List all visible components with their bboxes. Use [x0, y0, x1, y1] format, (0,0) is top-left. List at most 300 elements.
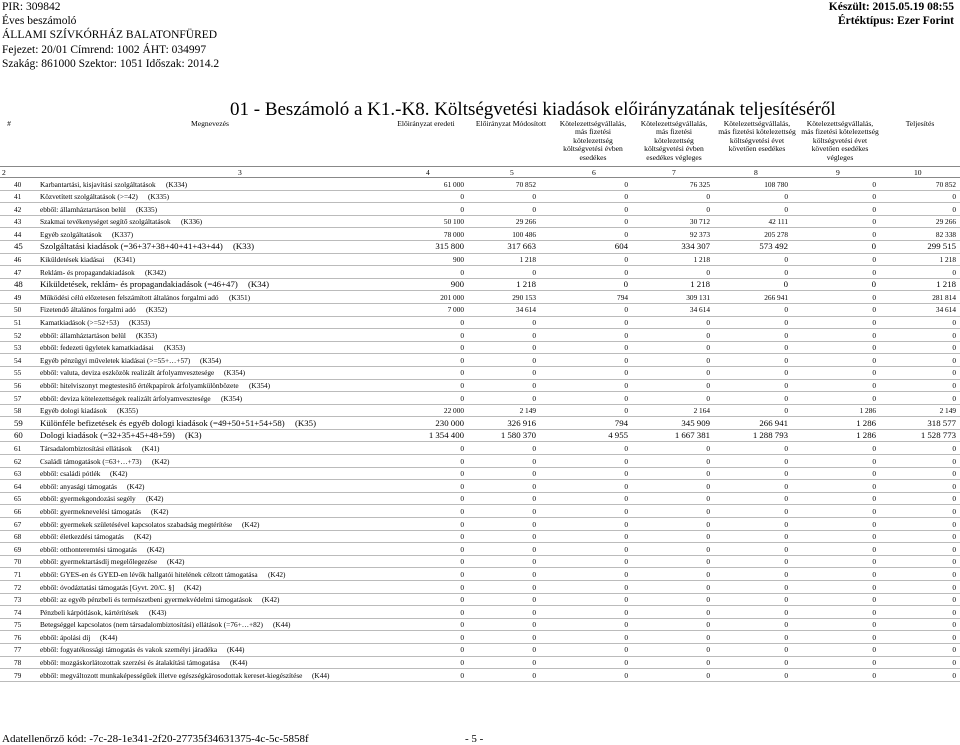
table-row [0, 216, 960, 229]
cell-value: 0 [706, 481, 710, 491]
cell-value: 0 [784, 595, 788, 605]
cell-value: 0 [784, 557, 788, 567]
cell-value: 0 [952, 557, 956, 567]
cell-value: 2 149 [939, 406, 956, 416]
cell-value: 0 [952, 607, 956, 617]
cell-value: 0 [706, 343, 710, 353]
cell-value: 0 [784, 569, 788, 579]
cell-value: 0 [532, 469, 536, 479]
cell-value: 0 [460, 645, 464, 655]
cell-value: 0 [706, 582, 710, 592]
cell-value: 0 [952, 569, 956, 579]
row-number: 43 [14, 217, 22, 227]
cell-value: 0 [872, 368, 876, 378]
cell-value: 0 [784, 343, 788, 353]
table-row [0, 669, 960, 682]
cell-value: 0 [872, 381, 876, 390]
cell-value: 0 [784, 318, 788, 328]
colnum-10: 10 [914, 168, 922, 177]
cell-value: 0 [706, 595, 710, 605]
cell-value: 794 [617, 292, 628, 302]
cell-value: 0 [624, 670, 628, 680]
cell-value: 0 [532, 267, 536, 277]
table-row [0, 644, 960, 657]
cell-value: 0 [872, 658, 876, 668]
row-number: 55 [14, 368, 22, 378]
table-row [0, 291, 960, 304]
cell-value: 0 [784, 481, 788, 491]
row-code: (K43) [149, 607, 167, 617]
row-code: (K355) [117, 406, 139, 416]
colnum-5: 5 [510, 168, 514, 177]
row-number: 53 [14, 343, 22, 353]
cell-value: 1 288 793 [752, 430, 788, 441]
table-row [0, 405, 960, 418]
column-number-row [0, 166, 960, 178]
row-label: Társadalombiztosítási ellátások [40, 443, 132, 453]
row-label: Reklám- és propagandakiadások [40, 267, 135, 277]
row-number: 40 [14, 179, 22, 189]
cell-value: 0 [624, 481, 628, 491]
table-row [0, 266, 960, 279]
cell-value: 0 [460, 632, 464, 642]
cell-value: 0 [706, 494, 710, 504]
cell-value: 0 [872, 330, 876, 340]
cell-value: 0 [872, 481, 876, 491]
cell-value: 0 [952, 393, 956, 403]
row-label: Szolgáltatási kiadások (=36+37+38+40+41+43+44) [40, 241, 223, 252]
cell-value: 70 852 [935, 179, 956, 189]
cell-value: 0 [872, 607, 876, 617]
cell-value: 0 [532, 318, 536, 328]
cell-value: 0 [706, 192, 710, 202]
row-number: 41 [14, 192, 22, 202]
cell-value: 0 [624, 506, 628, 516]
cell-value: 100 486 [512, 229, 536, 239]
row-number: 72 [14, 582, 22, 592]
row-label: ebből: anyasági támogatás [40, 481, 117, 491]
cell-value: 0 [706, 670, 710, 680]
cell-value: 1 218 [936, 279, 956, 290]
cell-value: 309 131 [686, 292, 710, 302]
column-headers [0, 120, 960, 166]
cell-value: 0 [706, 393, 710, 403]
cell-value: 0 [532, 620, 536, 630]
row-label: ebből: mozgáskorlátozottak szerzési és átalakítási támogatása [40, 658, 220, 668]
row-label: Karbantartási, kisjavítási szolgáltatások [40, 179, 156, 189]
cell-value: 0 [872, 305, 876, 315]
row-code: (K336) [181, 217, 203, 227]
row-label: ebből: deviza kötelezettségek realizált árfolyamvesztesége [40, 393, 211, 403]
row-number: 57 [14, 393, 22, 403]
cell-value: 0 [532, 330, 536, 340]
cell-value: 326 916 [507, 417, 536, 428]
cell-value: 0 [624, 368, 628, 378]
colnum-6: 6 [592, 168, 596, 177]
cell-value: 42 111 [768, 217, 788, 227]
cell-value: 4 955 [608, 430, 628, 441]
row-label: ebből: GYES-en és GYED-en lévők hallgatói hitelének célzott támogatása [40, 569, 258, 579]
cell-value: 0 [784, 204, 788, 214]
cell-value: 0 [706, 469, 710, 479]
cell-value: 0 [872, 494, 876, 504]
table-row [0, 581, 960, 594]
cell-value: 0 [872, 670, 876, 680]
row-number: 79 [14, 670, 22, 680]
cell-value: 0 [872, 255, 876, 265]
cell-value: 0 [706, 645, 710, 655]
row-label: ebből: államháztartáson belül [40, 204, 126, 214]
value-type-line: Értéktípus: Ezer Forint [837, 15, 954, 28]
cell-value: 0 [532, 343, 536, 353]
cell-value: 0 [706, 607, 710, 617]
row-label: ebből: otthonteremtési támogatás [40, 544, 137, 554]
institution-line: ÁLLAMI SZÍVKÓRHÁZ BALATONFÜRED [2, 29, 218, 42]
cell-value: 0 [952, 620, 956, 630]
row-number: 67 [14, 519, 22, 529]
cell-value: 345 909 [681, 417, 710, 428]
cell-value: 0 [872, 204, 876, 214]
col-fulfilment: Teljesítés [905, 119, 935, 128]
cell-value: 0 [784, 381, 788, 390]
cell-value: 1 218 [690, 279, 710, 290]
cell-value: 0 [460, 443, 464, 453]
row-code: (K335) [148, 192, 170, 202]
cell-value: 0 [784, 620, 788, 630]
cell-value: 0 [532, 204, 536, 214]
row-label: ebből: életkezdési támogatás [40, 532, 124, 542]
cell-value: 0 [784, 670, 788, 680]
cell-value: 0 [871, 241, 876, 252]
row-label: ebből: valuta, deviza eszközök realizált árfolyamvesztesége [40, 368, 215, 378]
row-number: 66 [14, 506, 22, 516]
cell-value: 1 528 773 [920, 430, 956, 441]
row-code: (K353) [136, 330, 158, 340]
table-row [0, 505, 960, 518]
cell-value: 0 [460, 607, 464, 617]
row-code: (K42) [134, 532, 152, 542]
cell-value: 0 [532, 658, 536, 668]
row-code: (K337) [112, 229, 134, 239]
cell-value: 0 [532, 569, 536, 579]
table-row [0, 468, 960, 481]
cell-value: 0 [624, 645, 628, 655]
cell-value: 0 [623, 279, 628, 290]
row-label: Egyéb pénzügyi műveletek kiadásai (>=55+…+57) [40, 355, 191, 365]
row-label: Kiküldetések, reklám- és propagandakiadások (=46+47) [40, 279, 238, 290]
cell-value: 0 [624, 494, 628, 504]
cell-value: 0 [624, 658, 628, 668]
cell-value: 0 [624, 582, 628, 592]
cell-value: 0 [952, 355, 956, 365]
cell-value: 0 [624, 519, 628, 529]
row-number: 78 [14, 658, 22, 668]
row-code: (K42) [127, 481, 145, 491]
cell-value: 2 149 [519, 406, 536, 416]
table-row [0, 342, 960, 355]
row-number: 44 [14, 229, 22, 239]
row-code: (K42) [146, 494, 164, 504]
cell-value: 22 000 [443, 406, 464, 416]
row-code: (K342) [145, 267, 167, 277]
row-number: 58 [14, 406, 22, 416]
colnum-3: 3 [238, 168, 242, 177]
cell-value: 0 [706, 620, 710, 630]
table-row [0, 493, 960, 506]
cell-value: 0 [624, 355, 628, 365]
row-number: 71 [14, 569, 22, 579]
cell-value: 0 [706, 318, 710, 328]
cell-value: 0 [624, 305, 628, 315]
cell-value: 34 614 [515, 305, 536, 315]
cell-value: 0 [706, 204, 710, 214]
cell-value: 0 [706, 456, 710, 466]
cell-value: 0 [460, 204, 464, 214]
row-code: (K3) [185, 430, 202, 441]
cell-value: 0 [532, 632, 536, 642]
cell-value: 315 800 [435, 241, 464, 252]
cell-value: 900 [453, 255, 464, 265]
table-row [0, 606, 960, 619]
cell-value: 61 000 [443, 179, 464, 189]
cell-value: 0 [460, 343, 464, 353]
row-number: 74 [14, 607, 22, 617]
table-row [0, 367, 960, 380]
report-header-right [829, 0, 954, 28]
table-row [0, 442, 960, 455]
cell-value: 0 [952, 494, 956, 504]
cell-value: 0 [952, 343, 956, 353]
cell-value: 0 [460, 519, 464, 529]
cell-value: 0 [952, 456, 956, 466]
row-code: (K42) [242, 519, 260, 529]
row-label: Pénzbeli kárpótlások, kártérítések [40, 607, 139, 617]
cell-value: 0 [624, 267, 628, 277]
cell-value: 0 [460, 355, 464, 365]
cell-value: 0 [784, 255, 788, 265]
cell-value: 0 [532, 381, 536, 390]
cell-value: 299 515 [927, 241, 956, 252]
cell-value: 0 [706, 381, 710, 390]
cell-value: 0 [706, 443, 710, 453]
cell-value: 266 941 [764, 292, 788, 302]
cell-value: 108 780 [764, 179, 788, 189]
col-modified: Előirányzat Módosított [475, 119, 547, 128]
cell-value: 205 278 [764, 229, 788, 239]
cell-value: 900 [450, 279, 464, 290]
col-commit-later-final: Kötelezettségvállalás, más fizetési kötelezettség költségvetési évet követően esedékes végleges [801, 119, 879, 162]
cell-value: 0 [532, 192, 536, 202]
cell-value: 0 [872, 343, 876, 353]
row-label: Családi támogatások (=63+…+73) [40, 456, 142, 466]
row-label: ebből: óvodáztatási támogatás [Gyvt. 20/C. §] [40, 582, 175, 592]
cell-value: 0 [872, 544, 876, 554]
row-number: 42 [14, 204, 22, 214]
cell-value: 0 [532, 456, 536, 466]
cell-value: 70 852 [515, 179, 536, 189]
cell-value: 0 [624, 393, 628, 403]
row-label: ebből: gyermektartásdíj megelőlegezése [40, 557, 158, 567]
cell-value: 604 [614, 241, 628, 252]
cell-value: 0 [872, 569, 876, 579]
row-label: Dologi kiadások (=32+35+45+48+59) [40, 430, 175, 441]
cell-value: 0 [784, 645, 788, 655]
colnum-4: 4 [426, 168, 430, 177]
cell-value: 0 [706, 544, 710, 554]
cell-value: 0 [952, 469, 956, 479]
row-label: ebből: hitelviszonyt megtestesítő értékpapírok árfolyamkülönbözete [40, 381, 239, 390]
row-code: (K42) [184, 582, 202, 592]
row-number: 52 [14, 330, 22, 340]
cell-value: 0 [532, 519, 536, 529]
cell-value: 0 [783, 279, 788, 290]
cell-value: 0 [624, 406, 628, 416]
colnum-7: 7 [672, 168, 676, 177]
row-label: ebből: gyermekek születésével kapcsolatos szabadság megtérítése [40, 519, 233, 529]
cell-value: 0 [460, 192, 464, 202]
table-row [0, 228, 960, 241]
cell-value: 0 [532, 645, 536, 655]
row-label: ebből: fogyatékossági támogatás és vakok személyi járadéka [40, 645, 218, 655]
cell-value: 34 614 [935, 305, 956, 315]
cell-value: 0 [460, 494, 464, 504]
row-number: 49 [14, 292, 22, 302]
row-code: (K351) [229, 292, 251, 302]
cell-value: 2 164 [693, 406, 710, 416]
cell-value: 0 [706, 532, 710, 542]
row-code: (K44) [312, 670, 330, 680]
cell-value: 0 [532, 506, 536, 516]
row-label: Fizetendő általános forgalmi adó [40, 305, 136, 315]
row-number: 47 [14, 267, 22, 277]
row-number: 56 [14, 381, 22, 390]
cell-value: 0 [872, 506, 876, 516]
cell-value: 0 [872, 267, 876, 277]
cell-value: 0 [532, 494, 536, 504]
cell-value: 0 [624, 204, 628, 214]
table-row [0, 241, 960, 254]
cell-value: 1 667 381 [674, 430, 710, 441]
row-code: (K44) [230, 658, 248, 668]
cell-value: 0 [706, 569, 710, 579]
cell-value: 1 218 [939, 255, 956, 265]
cell-value: 0 [872, 179, 876, 189]
cell-value: 0 [460, 368, 464, 378]
cell-value: 0 [952, 192, 956, 202]
cell-value: 0 [871, 279, 876, 290]
table-row [0, 354, 960, 367]
table-row [0, 279, 960, 292]
row-label: ebből: államháztartáson belül [40, 330, 126, 340]
cell-value: 0 [784, 494, 788, 504]
cell-value: 0 [460, 658, 464, 668]
table-row [0, 317, 960, 330]
table-row [0, 657, 960, 670]
cell-value: 0 [624, 469, 628, 479]
table-row [0, 430, 960, 443]
cell-value: 0 [460, 393, 464, 403]
chapter-line: Fejezet: 20/01 Címrend: 1002 ÁHT: 034997 [2, 43, 207, 56]
cell-value: 0 [624, 179, 628, 189]
row-label: ebből: gyermekgondozási segély [40, 494, 136, 504]
cell-value: 0 [624, 620, 628, 630]
cell-value: 0 [460, 544, 464, 554]
cell-value: 0 [532, 557, 536, 567]
cell-value: 0 [460, 330, 464, 340]
row-code: (K34) [248, 279, 270, 290]
row-code: (K352) [146, 305, 168, 315]
table-row [0, 417, 960, 430]
cell-value: 0 [784, 506, 788, 516]
row-number: 70 [14, 557, 22, 567]
cell-value: 0 [532, 393, 536, 403]
row-number: 65 [14, 494, 22, 504]
cell-value: 0 [532, 582, 536, 592]
cell-value: 0 [624, 595, 628, 605]
cell-value: 0 [624, 456, 628, 466]
cell-value: 230 000 [435, 417, 464, 428]
pir-line: PIR: 309842 [2, 1, 61, 13]
cell-value: 0 [624, 217, 628, 227]
cell-value: 0 [872, 645, 876, 655]
cell-value: 0 [460, 318, 464, 328]
cell-value: 1 218 [516, 279, 536, 290]
row-code: (K354) [221, 393, 243, 403]
row-label: Különféle befizetések és egyéb dologi kiadások (=49+50+51+54+58) [40, 417, 285, 428]
cell-value: 0 [624, 443, 628, 453]
row-code: (K354) [224, 368, 246, 378]
table-row [0, 455, 960, 468]
table-row [0, 531, 960, 544]
cell-value: 34 614 [689, 305, 710, 315]
cell-value: 0 [872, 582, 876, 592]
row-number: 50 [14, 305, 22, 315]
cell-value: 0 [784, 582, 788, 592]
row-code: (K44) [100, 632, 118, 642]
colnum-2: 2 [2, 168, 6, 177]
cell-value: 0 [784, 443, 788, 453]
row-code: (K42) [147, 544, 165, 554]
cell-value: 0 [784, 393, 788, 403]
table-row [0, 543, 960, 556]
table-row [0, 203, 960, 216]
row-number: 45 [14, 241, 23, 252]
row-label: ebből: fedezeti ügyletek kamatkiadásai [40, 343, 154, 353]
cell-value: 0 [784, 607, 788, 617]
cell-value: 0 [532, 355, 536, 365]
cell-value: 0 [872, 519, 876, 529]
table-row [0, 631, 960, 644]
cell-value: 0 [460, 506, 464, 516]
col-hash: # [7, 119, 11, 128]
cell-value: 29 266 [515, 217, 536, 227]
col-commit-year-final: Kötelezettségvállalás, más fizetési kötelezettség költségvetési évben esedékes végleges [640, 119, 708, 162]
cell-value: 0 [784, 305, 788, 315]
row-number: 77 [14, 645, 22, 655]
cell-value: 0 [872, 355, 876, 365]
cell-value: 0 [624, 318, 628, 328]
cell-value: 0 [460, 267, 464, 277]
row-code: (K42) [152, 456, 170, 466]
cell-value: 0 [952, 595, 956, 605]
row-code: (K33) [233, 241, 255, 252]
row-number: 54 [14, 355, 22, 365]
cell-value: 0 [532, 532, 536, 542]
table-row [0, 304, 960, 317]
cell-value: 0 [952, 204, 956, 214]
cell-value: 0 [952, 506, 956, 516]
cell-value: 1 218 [519, 255, 536, 265]
